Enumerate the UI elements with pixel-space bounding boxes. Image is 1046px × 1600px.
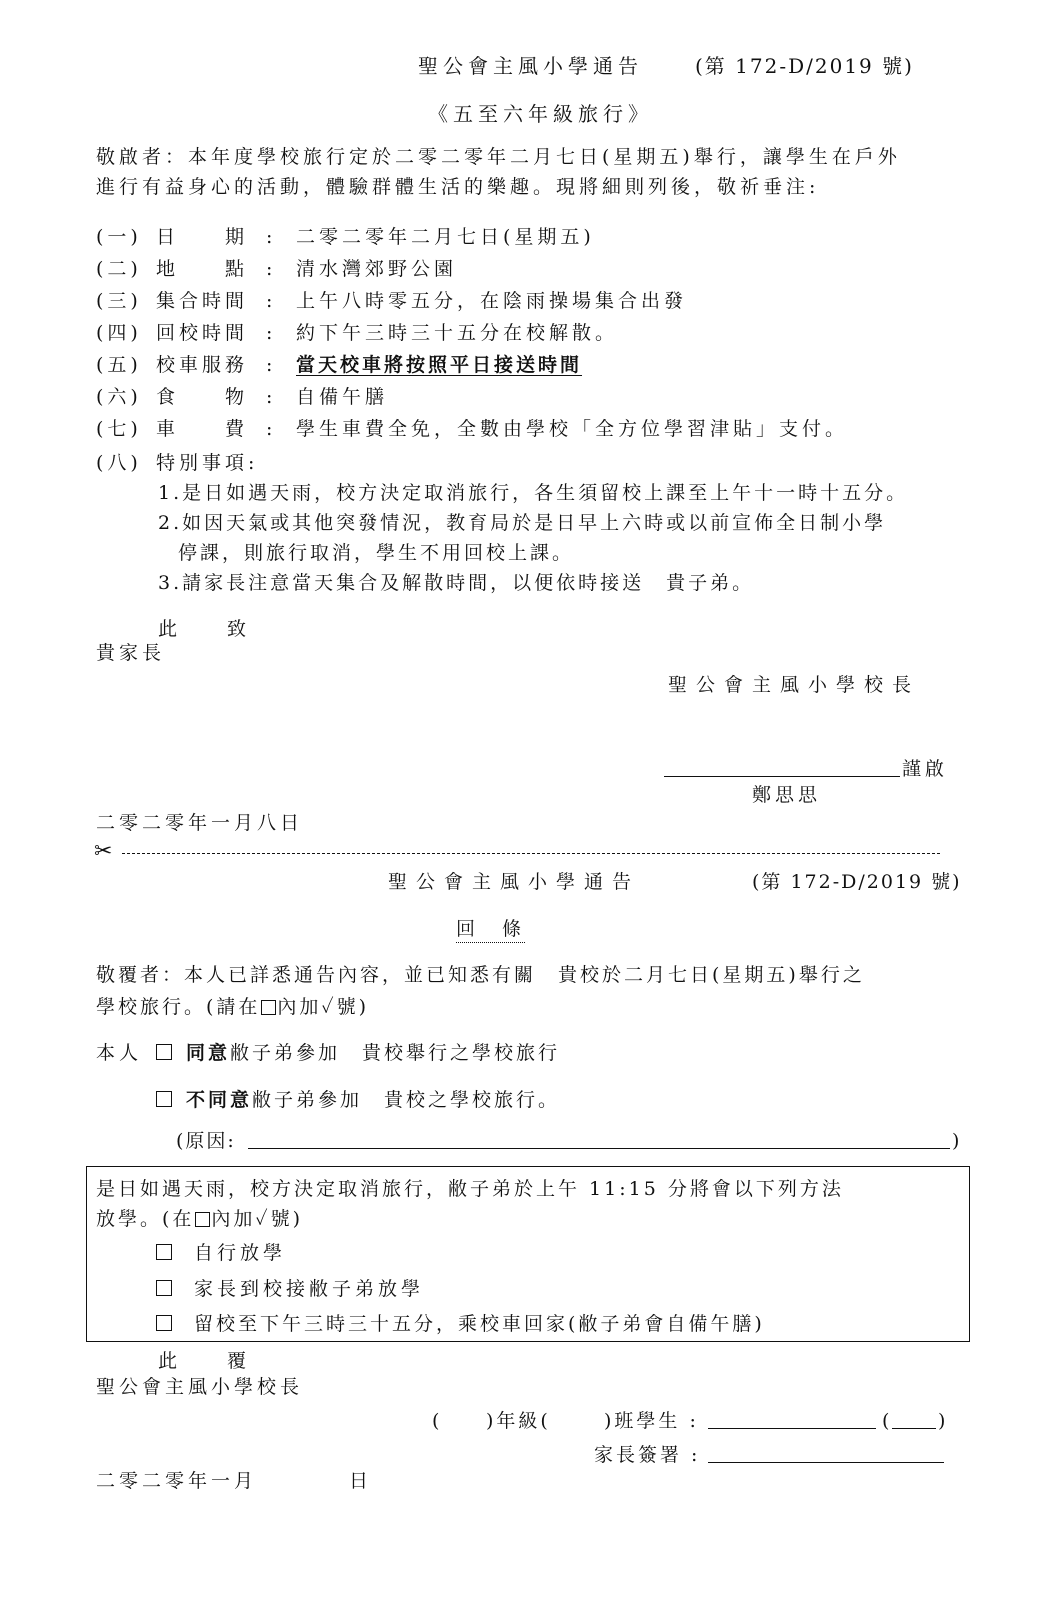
grade-paren-open: ( (432, 1410, 444, 1432)
item-label: 集合時間 (156, 290, 249, 312)
notice-header: 聖公會主風小學通告 (418, 54, 643, 78)
rain-text-end: 內加✓號) (211, 1208, 304, 1230)
reply-header: 聖公會主風小學通告 (388, 871, 641, 893)
scissors-icon: ✂ (94, 839, 113, 864)
sign-suffix: 謹啟 (902, 758, 949, 780)
item-colon: : (266, 386, 277, 408)
item-colon: : (266, 226, 277, 248)
reason-label: (原因: (176, 1130, 236, 1152)
notice-signer: 聖公會主風小學校長 (668, 674, 921, 696)
option-checkbox-self-dismiss[interactable] (156, 1244, 172, 1260)
reply-me-label: 本人 (96, 1042, 143, 1064)
notice-intro-line-2: 進行有益身心的活動，體驗群體生活的樂趣。現將細則列後，敬祈垂注: (96, 176, 820, 198)
disagree-option (186, 1091, 560, 1110)
item-label: 校車服務 (156, 354, 249, 376)
agree-option (186, 1044, 560, 1063)
item-number: (七) (96, 418, 142, 440)
item-number: (六) (96, 386, 142, 408)
disagree-text: 敝子弟參加 貴校之學校旅行。 (252, 1089, 561, 1111)
option-checkbox-school-bus[interactable] (156, 1315, 172, 1331)
option-label: 自行放學 (194, 1242, 287, 1264)
special-item-2: 2.如因天氣或其他突發情況，教育局於是日早上六時或以前宣佈全日制小學 (158, 512, 887, 534)
item-number: (二) (96, 258, 142, 280)
reply-intro-line-1: 敬覆者：本人已詳悉通告內容，並已知悉有關 貴校於二月七日(星期五)舉行之 (96, 964, 865, 986)
notice-intro-line-1: 敬啟者：本年度學校旅行定於二零二零年二月七日(星期五)舉行，讓學生在戶外 (96, 146, 901, 168)
reply-title (456, 920, 525, 939)
notice-title: 《五至六年級旅行》 (428, 102, 653, 126)
item-number: (三) (96, 290, 142, 312)
reason-close: ) (952, 1130, 964, 1152)
item-colon: : (266, 418, 277, 440)
item-colon: : (266, 258, 277, 280)
checkbox-sample-icon (261, 1000, 276, 1015)
option-checkbox-parent-pickup[interactable] (156, 1280, 172, 1296)
reply-intro-text-end: 內加✓號) (277, 996, 370, 1018)
item-value: 學生車費全免，全數由學校「全方位學習津貼」支付。 (296, 418, 849, 440)
reply-intro-line-2 (96, 998, 369, 1017)
reply-closing: 此 覆 (158, 1350, 251, 1372)
item-label: 回校時間 (156, 322, 249, 344)
reply-recipient: 聖公會主風小學校長 (96, 1376, 304, 1398)
cut-line (122, 853, 940, 854)
class-number-close: ) (938, 1410, 950, 1432)
notice-date: 二零二零年一月八日 (96, 812, 304, 834)
item-label: 車 費 (156, 418, 249, 440)
rain-text: 放學。(在 (96, 1208, 195, 1230)
special-item-3: 3.請家長注意當天集合及解散時間，以便依時接送 貴子弟。 (158, 572, 755, 594)
notice-closing: 此 致 (158, 618, 251, 640)
rain-line-1: 是日如遇天雨，校方決定取消旅行，敝子弟於上午 11:15 分將會以下列方法 (96, 1178, 844, 1200)
agree-text: 敝子弟參加 貴校舉行之學校旅行 (230, 1042, 561, 1064)
agree-label: 同意 (186, 1042, 231, 1064)
student-name-line[interactable] (708, 1428, 876, 1429)
item-value: 清水灣郊野公園 (296, 258, 458, 280)
item-number: (一) (96, 226, 142, 248)
parent-signature-label: 家長簽署 : (594, 1444, 701, 1466)
reply-intro-text: 學校旅行。(請在 (96, 996, 261, 1018)
special-item-2-cont: 停課，則旅行取消，學生不用回校上課。 (178, 542, 575, 564)
parent-signature-line[interactable] (708, 1462, 944, 1463)
notice-number: (第 172-D/2019 號) (695, 54, 914, 78)
disagree-checkbox[interactable] (156, 1091, 172, 1107)
item-colon: : (266, 322, 277, 344)
disagree-label: 不同意 (186, 1089, 253, 1111)
reply-number: (第 172-D/2019 號) (752, 871, 962, 893)
grade-label: )年級( (486, 1410, 551, 1432)
special-number: (八) (96, 452, 142, 474)
item-value: 約下午三時三十五分在校解散。 (296, 322, 619, 344)
item-number: (四) (96, 322, 142, 344)
item-label: 食 物 (156, 386, 249, 408)
item-value: 自備午膳 (296, 386, 389, 408)
item-value: 二零二零年二月七日(星期五) (296, 226, 595, 248)
item-label: 地 點 (156, 258, 249, 280)
special-label: 特別事項: (156, 452, 259, 474)
item-colon: : (266, 290, 277, 312)
agree-checkbox[interactable] (156, 1044, 172, 1060)
class-number-line[interactable] (892, 1428, 936, 1429)
class-label: )班學生 : (604, 1410, 699, 1432)
notice-recipient: 貴家長 (96, 642, 166, 664)
item-value-emphasis: 當天校車將按照平日接送時間 (296, 354, 583, 376)
rain-line-2 (96, 1210, 303, 1229)
item-label: 日 期 (156, 226, 249, 248)
option-label: 留校至下午三時三十五分，乘校車回家(敝子弟會自備午膳) (194, 1313, 765, 1335)
reply-title-text: 回 條 (456, 918, 525, 943)
checkbox-sample-icon (195, 1212, 210, 1227)
principal-name: 鄭思思 (752, 784, 822, 806)
item-colon: : (266, 354, 277, 376)
signature-line (664, 776, 900, 777)
reply-date: 二零二零年一月 日 (96, 1470, 373, 1492)
special-item-1: 1.是日如遇天雨，校方決定取消旅行，各生須留校上課至上午十一時十五分。 (158, 482, 909, 504)
reason-input-line[interactable] (248, 1148, 950, 1149)
item-number: (五) (96, 354, 142, 376)
item-value: 上午八時零五分，在陰雨操場集合出發 (296, 290, 688, 312)
option-label: 家長到校接敝子弟放學 (194, 1278, 425, 1300)
class-number-open: ( (882, 1410, 894, 1432)
